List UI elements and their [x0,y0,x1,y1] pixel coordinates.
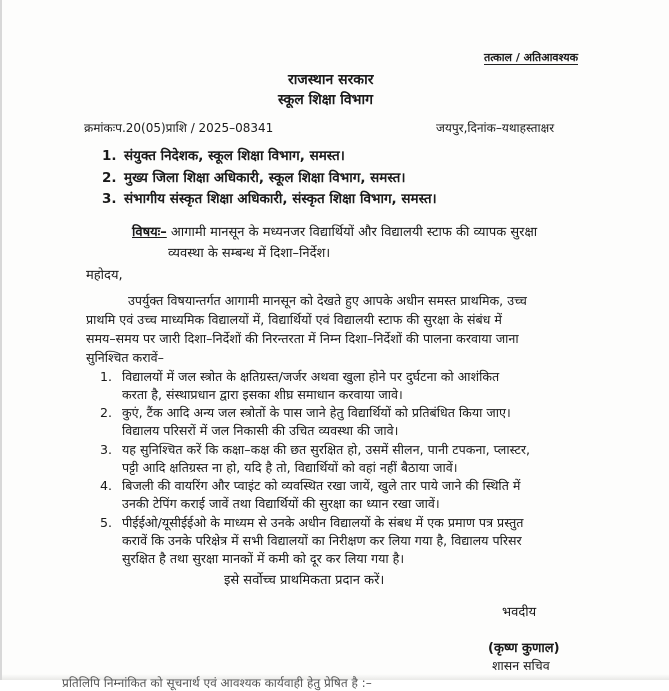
instruction-item: 1. विद्यालयों में जल स्त्रोत के क्षतिग्रस्त/जर्जर अथवा खुला होने पर दुर्घटना को आशंकित [100,369,500,384]
instruction-line: विद्यालय परिसरों में जल निकासी की उचित व्यवस्था की जावे। [122,423,399,438]
department-title: स्कूल शिक्षा विभाग [278,92,374,108]
instruction-line: करता है, संस्थाप्रधान द्वारा इसका शीघ्र समाधान करवाया जावे। [122,387,403,402]
reference-number: क्रमांकःप.20(05)प्राशि / 2025–08341 [84,121,274,135]
subject-block [132,222,622,264]
closing-regards: भवदीय [502,605,537,620]
instruction-line: सुरक्षित है तथा सुरक्षा मानकों में कमी को दूर कर लिया गया है। [122,551,405,566]
intro-line: प्राथमि एवं उच्च माध्यमिक विद्यालयों में, विद्यार्थियों एवं विद्यालयी स्टाफ की सुरक्षा के संबंध में [86,312,502,327]
place-date: जयपुर,दिनांक–यथाहस्ताक्षर [436,121,555,135]
addressee: 3. संभागीय संस्कृत शिक्षा अधिकारी, संस्कृत शिक्षा विभाग, समस्त। [102,191,437,207]
instruction-item: 2. कुएं, टैंक आदि अन्य जल स्त्रोतों के पास जाने हेतु विद्यार्थियों को प्रतिबंधित किया जाए। [100,405,511,420]
signatory-designation: शासन सचिव [492,658,550,673]
signatory-name: (कृष्ण कुणाल) [488,641,560,656]
addressee: 1. संयुक्त निदेशक, स्कूल शिक्षा विभाग, समस्त। [102,148,345,164]
subject-line: व्यवस्था के सम्बन्ध में दिशा–निर्देश। [168,246,331,261]
instruction-item: 5. पीईईओ/यूसीईईओ के माध्यम से उनके अधीन विद्यालयों के संबध में एक प्रमाण पत्र प्रस्तुत [100,515,524,530]
intro-line: समय–समय पर जारी दिशा–निर्देशों की निरन्तरता में निम्न दिशा–निर्देशों की पालना करवाया जाना [86,331,519,346]
instruction-line: पट्टी आदि क्षतिग्रस्त ना हो, यदि है तो, विद्यार्थियों को वहां नहीं बैठाया जावें। [122,460,458,475]
priority-note: इसे सर्वोच्च प्राथमिकता प्रदान करें। [224,573,385,588]
footer-cut-text: प्रतिलिपि निम्नांकित को सूचनार्थ एवं आवश्यक कार्यवाही हेतु प्रेषित है :– [62,676,372,690]
subject-line: आगामी मानसून के मध्यनजर विद्यार्थियों और विद्यालयी स्टाफ की व्यापक सुरक्षा [170,225,538,240]
instruction-line: उनकी टेपिंग कराई जावें तथा विद्यार्थियों की सुरक्षा का ध्यान रखा जावें। [122,496,440,511]
urgency-label: तत्काल / अतिआवश्यक [484,51,579,64]
subject-label: विषयः– [132,225,167,240]
government-title: राजस्थान सरकार [288,72,374,88]
intro-line: उपर्युक्त विषयान्तर्गत आगामी मानसून को देखते हुए आपके अधीन समस्त प्राथमिक, उच्च [128,293,527,308]
instruction-item: 4. बिजली की वायरिंग और प्वाइंट को व्यवस्थित रखा जायें, खुले तार पाये जाने की स्थिति में [100,478,521,493]
salutation: महोदय, [86,268,123,283]
instruction-line: करावें कि उनके परिक्षेत्र में सभी विद्यालयों का निरीक्षण कर लिया गया है, विद्यालय परिसर [122,533,522,548]
instruction-item: 3. यह सुनिश्चित करें कि कक्षा–कक्ष की छत सुरक्षित हो, उसमें सीलन, पानी टपकना, प्लास्टर, [100,442,530,457]
intro-line: सुनिश्चित करावें– [86,350,164,365]
addressee: 2. मुख्य जिला शिक्षा अधिकारी, स्कूल शिक्षा विभाग, समस्त। [102,170,406,186]
